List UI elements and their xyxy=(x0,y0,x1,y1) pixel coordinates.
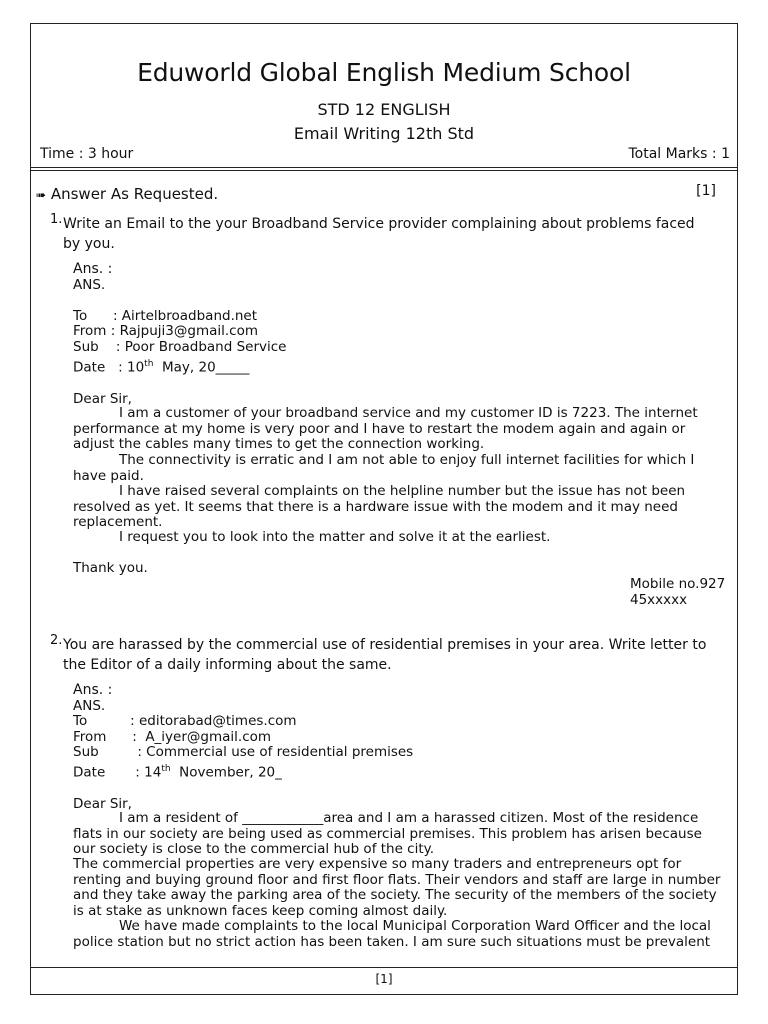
email-subject-2: Sub : Commercial use of residential premises xyxy=(73,744,414,760)
salutation-2: Dear Sir, xyxy=(73,796,132,812)
paragraph-2-2: The commercial properties are very expensive so many traders and entrepreneurs opt for renting and buying ground floor and first floor flats. Their vendors and staff are large in number and they take away the parking area of the society. The security of the members of the society is at stake as unknown faces keep coming almost daily. xyxy=(73,856,721,919)
footer-divider xyxy=(30,967,738,968)
ans-text-1: ANS. xyxy=(73,277,106,293)
section-heading xyxy=(36,185,218,203)
section-marks: [1] xyxy=(696,183,716,199)
email-from-1: From : Rajpuji3@gmail.com xyxy=(73,323,259,339)
arrow-icon: ➠ xyxy=(36,188,47,202)
answer-label-1: Ans. : xyxy=(73,261,113,277)
total-marks: Total Marks : 1 xyxy=(628,146,730,162)
paragraph-1-2: The connectivity is erratic and I am not able to enjoy full internet facilities for which I have paid. xyxy=(73,452,695,484)
paragraph-2-3: We have made complaints to the local Municipal Corporation Ward Officer and the local police station but no strict action has been taken. I am sure such situations must be prevalent xyxy=(73,918,711,950)
email-date-1: Date : 10th May, 20_____ xyxy=(73,359,250,376)
question-number-2: 2. xyxy=(50,633,63,648)
page-number: [1] xyxy=(375,972,393,986)
email-to-1: To : Airtelbroadband.net xyxy=(73,308,258,324)
email-to-2: To : editorabad@times.com xyxy=(73,713,297,729)
time-label: Time : 3 hour xyxy=(40,146,134,162)
salutation-1: Dear Sir, xyxy=(73,391,132,407)
paragraph-1-4: I request you to look into the matter and solve it at the earliest. xyxy=(119,529,551,545)
email-subject-1: Sub : Poor Broadband Service xyxy=(73,339,287,355)
header-divider-bottom xyxy=(30,170,738,171)
standard-label: STD 12 ENGLISH xyxy=(317,100,451,119)
paragraph-2-1: I am a resident of ____________area and I am a harassed citizen. Most of the residence flats in our society are being used as commercial premises. This problem has arisen because our society is close to the commercial hub of the city. xyxy=(73,810,702,857)
question-1-text: Write an Email to the your Broadband Service provider complaining about problems faced by you. xyxy=(63,216,695,252)
email-date-2: Date : 14th November, 20_ xyxy=(73,764,282,781)
email-from-2: From : A_iyer@gmail.com xyxy=(73,729,272,745)
ans-text-2: ANS. xyxy=(73,698,106,714)
mobile-number: Mobile no.92745xxxxx xyxy=(630,576,726,608)
school-name: Eduworld Global English Medium School xyxy=(137,58,631,87)
subject-title: Email Writing 12th Std xyxy=(293,124,475,143)
closing-1: Thank you. xyxy=(73,560,148,576)
paragraph-1-3: I have raised several complaints on the helpline number but the issue has not been resolved as yet. It seems that there is a hardware issue with the modem and it may need replacement. xyxy=(73,483,686,530)
paragraph-1-1: I am a customer of your broadband service and my customer ID is 7223. The internet performance at my home is very poor and I have to restart the modem again and again or adjust the cables many times to get the connection working. xyxy=(73,405,698,452)
header-divider-top xyxy=(30,167,738,168)
answer-label-2: Ans. : xyxy=(73,682,113,698)
section-title: Answer As Requested. xyxy=(50,185,219,203)
question-number-1: 1. xyxy=(50,212,63,227)
question-2-text: You are harassed by the commercial use of residential premises in your area. Write letter to the Editor of a daily informing about the same. xyxy=(63,637,707,673)
